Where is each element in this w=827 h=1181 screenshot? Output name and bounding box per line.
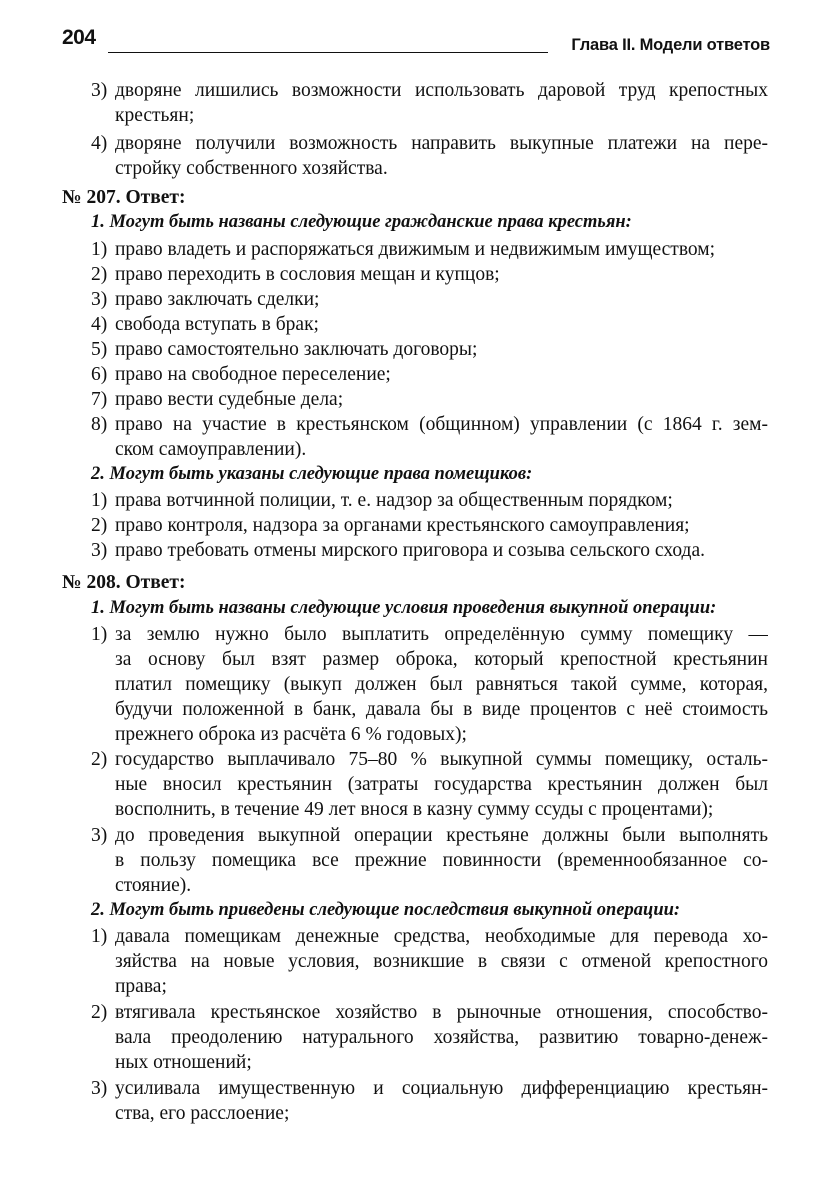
list-item-line: будучи положенной в банк, давала бы в виде процентов с неё стоимость [115, 699, 768, 720]
list-item-number: 3) [91, 80, 108, 101]
list-item-number: 2) [91, 515, 108, 536]
list-item-number: 6) [91, 364, 108, 385]
list-item-line: права вотчинной полиции, т. е. надзор за общественным порядком; [115, 490, 673, 511]
list-item-number: 2) [91, 1002, 108, 1023]
list-item-line: ные вносил крестьянин (затраты государства крестьянин должен был [115, 774, 768, 795]
list-item-number: 2) [91, 749, 108, 770]
list-item-line: право на свободное переселение; [115, 364, 391, 385]
list-item-line: до проведения выкупной операции крестьяне должны были выполнять [115, 825, 768, 846]
list-item-line: стройку собственного хозяйства. [115, 158, 388, 179]
list-item-number: 2) [91, 264, 108, 285]
list-item-line: право вести судебные дела; [115, 389, 344, 410]
list-item-number: 3) [91, 540, 108, 561]
list-item-number: 3) [91, 1078, 108, 1099]
list-item-number: 5) [91, 339, 108, 360]
list-item-line: восполнить, в течение 49 лет внося в казну сумму ссуды с процентами); [115, 799, 714, 820]
list-item-number: 8) [91, 414, 108, 435]
list-item-number: 1) [91, 239, 108, 260]
header-rule [108, 52, 548, 53]
list-item-line: дворяне лишились возможности использовать даровой труд крепостных [115, 80, 768, 101]
list-item-number: 1) [91, 926, 108, 947]
list-item-line: право контроля, надзора за органами крестьянского самоуправления; [115, 515, 690, 536]
list-item-line: ском самоуправлении). [115, 439, 307, 460]
list-item-line: в пользу помещика все прежние повинности (временнообязанное со- [115, 850, 768, 871]
list-item-line: право самостоятельно заключать договоры; [115, 339, 478, 360]
list-item-line: право заключать сделки; [115, 289, 320, 310]
list-item-number: 4) [91, 133, 108, 154]
list-item-line: прежнего оброка из расчёта 6 % годовых); [115, 724, 467, 745]
chapter-title: Глава II. Модели ответов [571, 36, 770, 54]
answer-207-part1-heading: 1. Могут быть названы следующие гражданские права крестьян: [91, 212, 632, 232]
list-item-number: 1) [91, 624, 108, 645]
list-item-line: право требовать отмены мирского приговора и созыва сельского схода. [115, 540, 705, 561]
list-item-line: платил помещику (выкуп должен был равняться такой сумме, которая, [115, 674, 768, 695]
answer-208-part1-heading: 1. Могут быть названы следующие условия проведения выкупной операции: [91, 598, 717, 618]
list-item-line: давала помещикам денежные средства, необходимые для перевода хо- [115, 926, 768, 947]
answer-208-title: № 208. Ответ: [62, 572, 186, 593]
list-item-line: втягивала крестьянское хозяйство в рыночные отношения, способство- [115, 1002, 768, 1023]
answer-207-title: № 207. Ответ: [62, 187, 186, 208]
list-item-number: 4) [91, 314, 108, 335]
list-item-line: право переходить в сословия мещан и купцов; [115, 264, 500, 285]
list-item-line: крестьян; [115, 105, 195, 126]
running-header [62, 26, 770, 60]
list-item-number: 3) [91, 825, 108, 846]
list-item-line: право владеть и распоряжаться движимым и недвижимым имуществом; [115, 239, 716, 260]
answer-208-part2-heading: 2. Могут быть приведены следующие последствия выкупной операции: [91, 900, 681, 920]
list-item-line: усиливала имущественную и социальную дифференциацию крестьян- [115, 1078, 768, 1099]
page-number: 204 [62, 26, 96, 49]
list-item-line: государство выплачивало 75–80 % выкупной суммы помещику, осталь- [115, 749, 768, 770]
list-item-line: дворяне получили возможность направить выкупные платежи на пере- [115, 133, 768, 154]
list-item-number: 3) [91, 289, 108, 310]
list-item-line: свобода вступать в брак; [115, 314, 319, 335]
list-item-line: вала преодолению натурального хозяйства, развитию товарно-денеж- [115, 1027, 768, 1048]
list-item-line: право на участие в крестьянском (общинном) управлении (с 1864 г. зем- [115, 414, 768, 435]
list-item-line: ных отношений; [115, 1052, 252, 1073]
list-item-line: права; [115, 976, 167, 997]
answer-207-part2-heading: 2. Могут быть указаны следующие права помещиков: [91, 464, 533, 484]
list-item-line: стояние). [115, 875, 192, 896]
list-item-number: 7) [91, 389, 108, 410]
list-item-line: за землю нужно было выплатить определённую сумму помещику — [115, 624, 768, 645]
list-item-line: ства, его расслоение; [115, 1103, 290, 1124]
list-item-line: зяйства на новые условия, возникшие в связи с отменой крепостного [115, 951, 768, 972]
list-item-number: 1) [91, 490, 108, 511]
list-item-line: за основу был взят размер оброка, который крепостной крестьянин [115, 649, 768, 670]
